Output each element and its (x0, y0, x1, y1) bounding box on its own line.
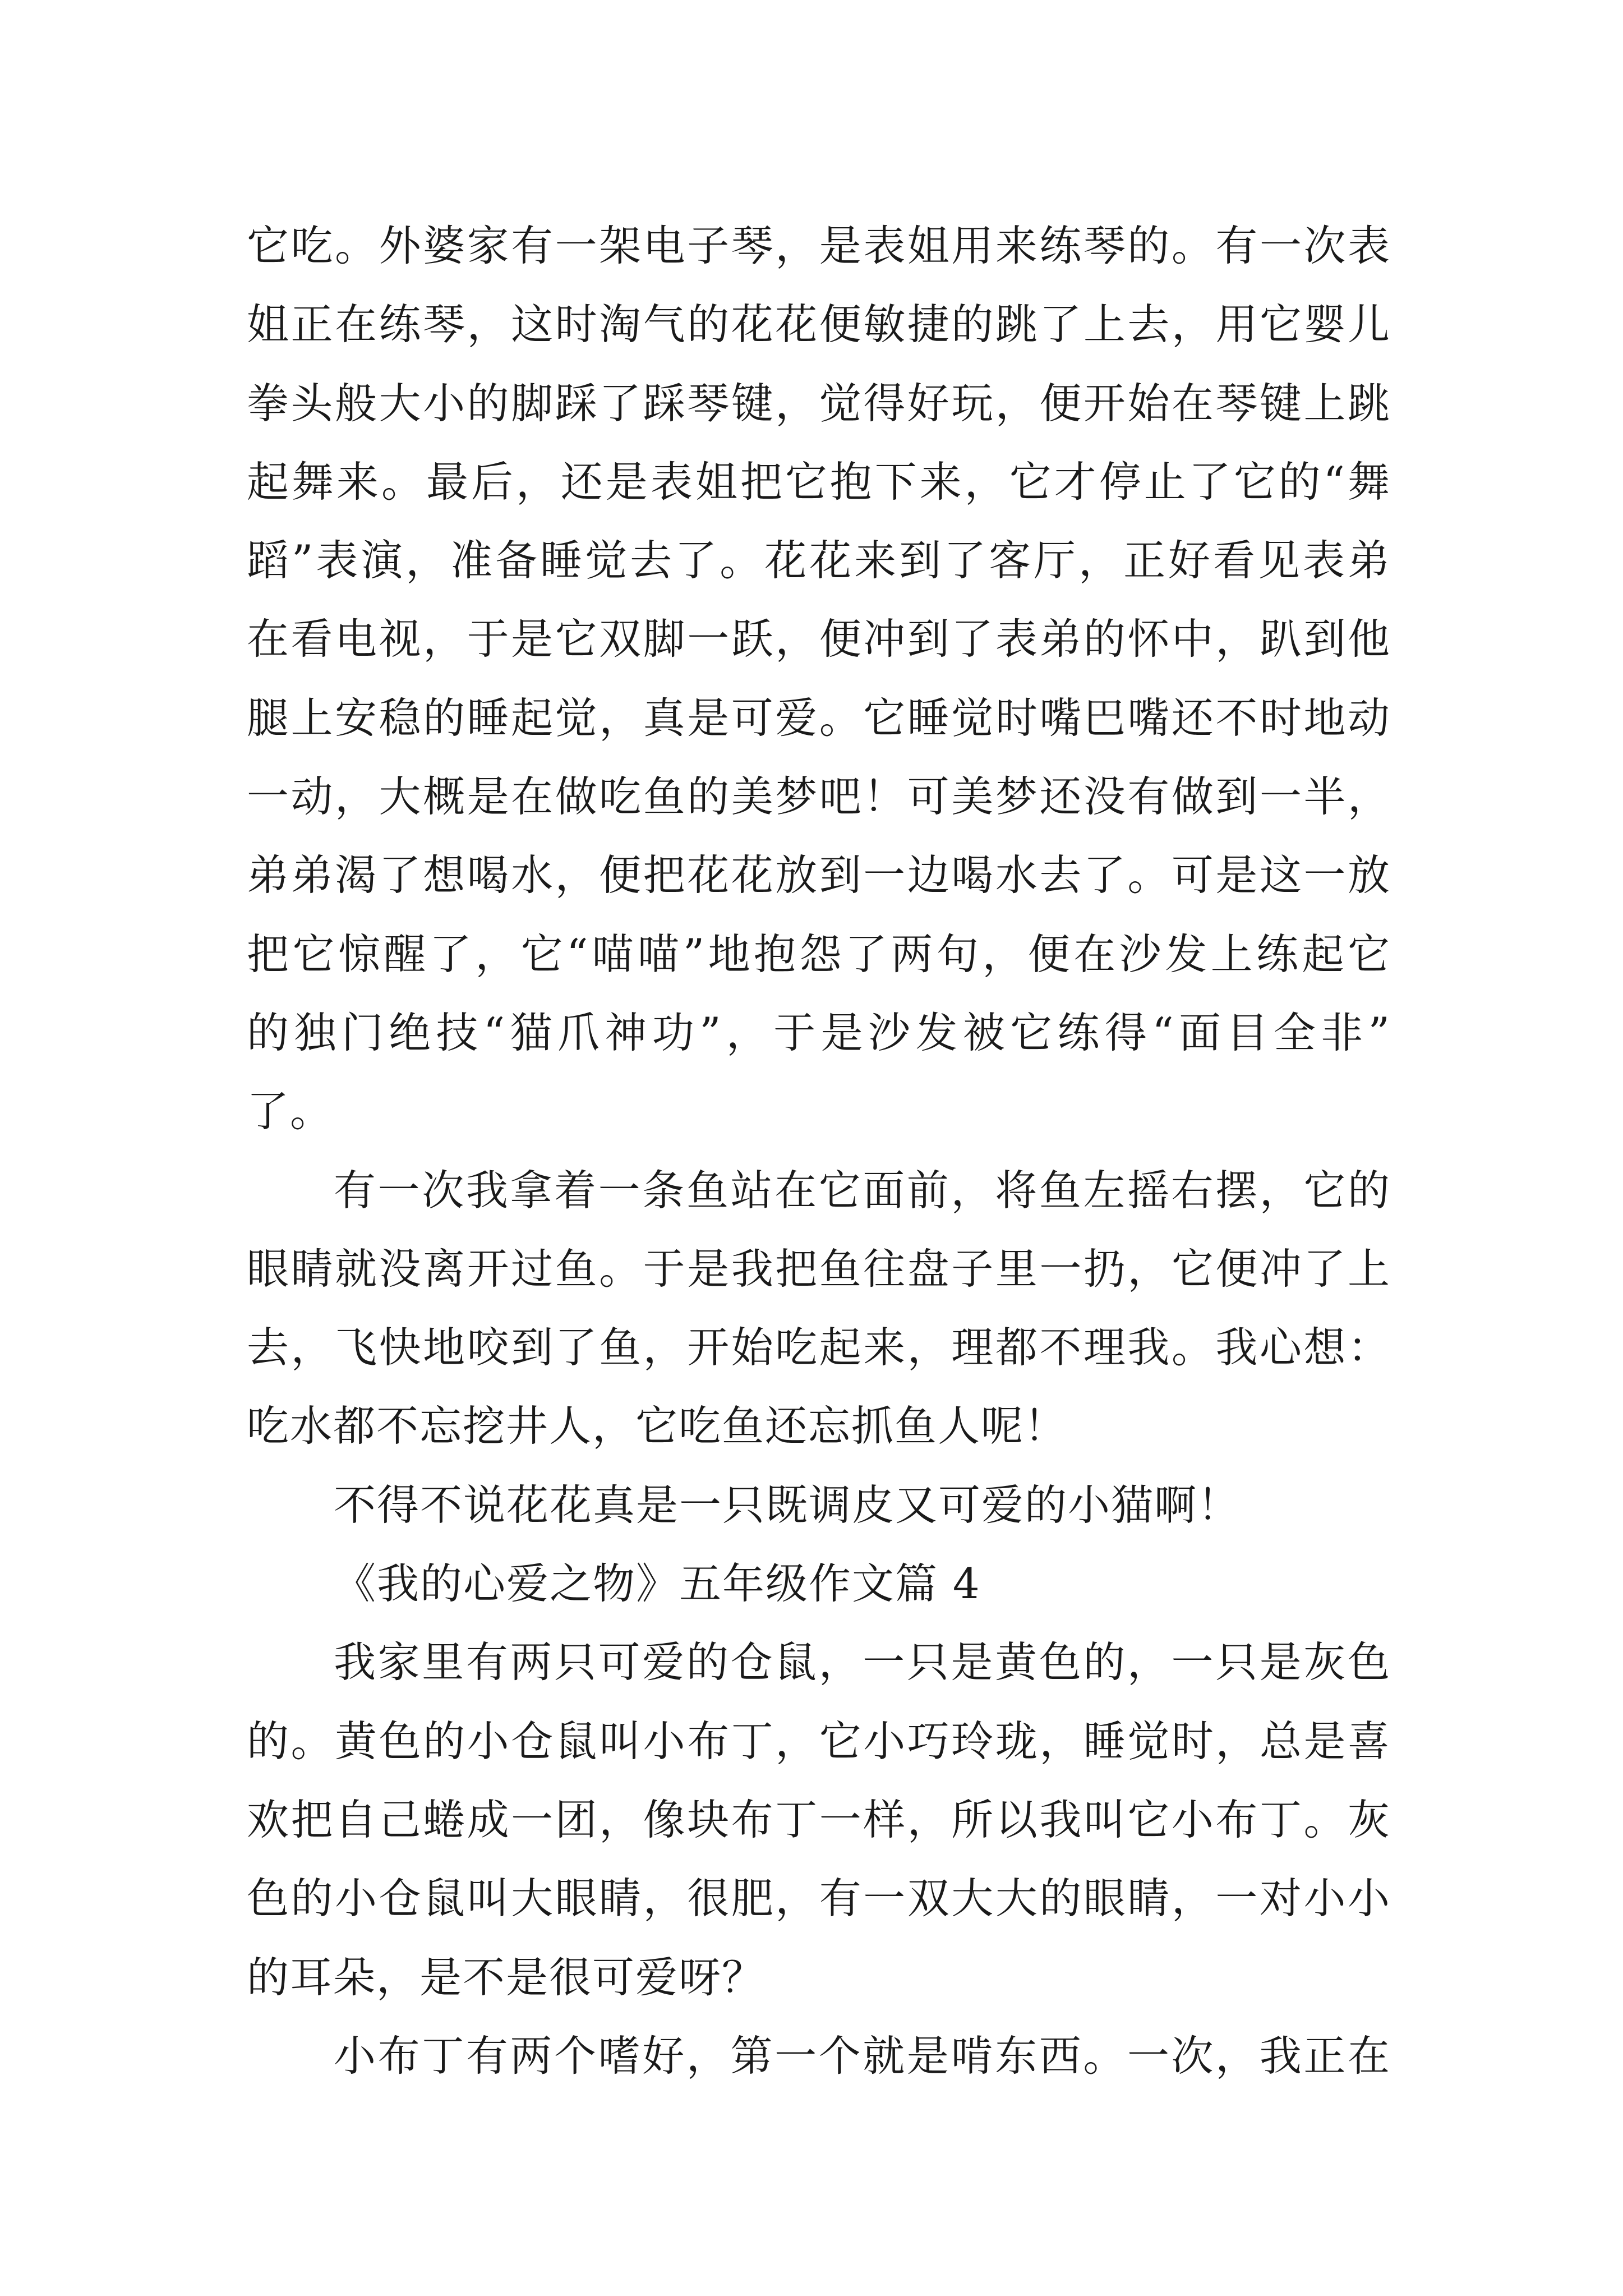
text-line: 有一次我拿着一条鱼站在它面前，将鱼左摇右摆，它的 (334, 1165, 1391, 1215)
text-line: 起舞来。最后，还是表姐把它抱下来，它才停止了它的“舞 (247, 457, 1391, 507)
text-line: 《我的心爱之物》五年级作文篇 4 (334, 1559, 981, 1609)
text-line: 我家里有两只可爱的仓鼠，一只是黄色的，一只是灰色 (334, 1637, 1391, 1687)
text-line: 小布丁有两个嗜好，第一个就是啃东西。一次，我正在 (334, 2031, 1391, 2081)
text-line: 拳头般大小的脚踩了踩琴键，觉得好玩，便开始在琴键上跳 (247, 378, 1391, 428)
text-line: 眼睛就没离开过鱼。于是我把鱼往盘子里一扔，它便冲了上 (247, 1244, 1391, 1294)
document-text (247, 206, 1391, 2095)
text-line: 姐正在练琴，这时淘气的花花便敏捷的跳了上去，用它婴儿 (247, 300, 1391, 349)
text-line: 欢把自己蜷成一团，像块布丁一样，所以我叫它小布丁。灰 (247, 1795, 1391, 1844)
text-line: 弟弟渴了想喝水，便把花花放到一边喝水去了。可是这一放 (247, 850, 1391, 900)
text-line: 去，飞快地咬到了鱼，开始吃起来，理都不理我。我心想： (247, 1323, 1391, 1373)
text-line: 色的小仓鼠叫大眼睛，很肥，有一双大大的眼睛，一对小小 (247, 1874, 1391, 1924)
text-line: 在看电视，于是它双脚一跃，便冲到了表弟的怀中，趴到他 (247, 614, 1391, 664)
text-line: 腿上安稳的睡起觉，真是可爱。它睡觉时嘴巴嘴还不时地动 (247, 693, 1391, 743)
text-line: 吃水都不忘挖井人，它吃鱼还忘抓鱼人呢！ (247, 1401, 1068, 1451)
text-line: 蹈”表演，准备睡觉去了。花花来到了客厅，正好看见表弟 (247, 536, 1391, 586)
text-line: 一动，大概是在做吃鱼的美梦吧！可美梦还没有做到一半， (247, 772, 1391, 822)
text-line: 了。 (247, 1087, 334, 1137)
text-line: 它吃。外婆家有一架电子琴，是表姐用来练琴的。有一次表 (247, 221, 1391, 270)
text-line: 不得不说花花真是一只既调皮又可爱的小猫啊！ (334, 1480, 1241, 1530)
text-line: 的独门绝技“猫爪神功”，于是沙发被它练得“面目全非” (247, 1007, 1391, 1057)
text-line: 的耳朵，是不是很可爱呀？ (247, 1952, 766, 2002)
text-line: 的。黄色的小仓鼠叫小布丁，它小巧玲珑，睡觉时，总是喜 (247, 1716, 1391, 1766)
text-line: 把它惊醒了，它“喵喵”地抱怨了两句，便在沙发上练起它 (247, 929, 1391, 979)
